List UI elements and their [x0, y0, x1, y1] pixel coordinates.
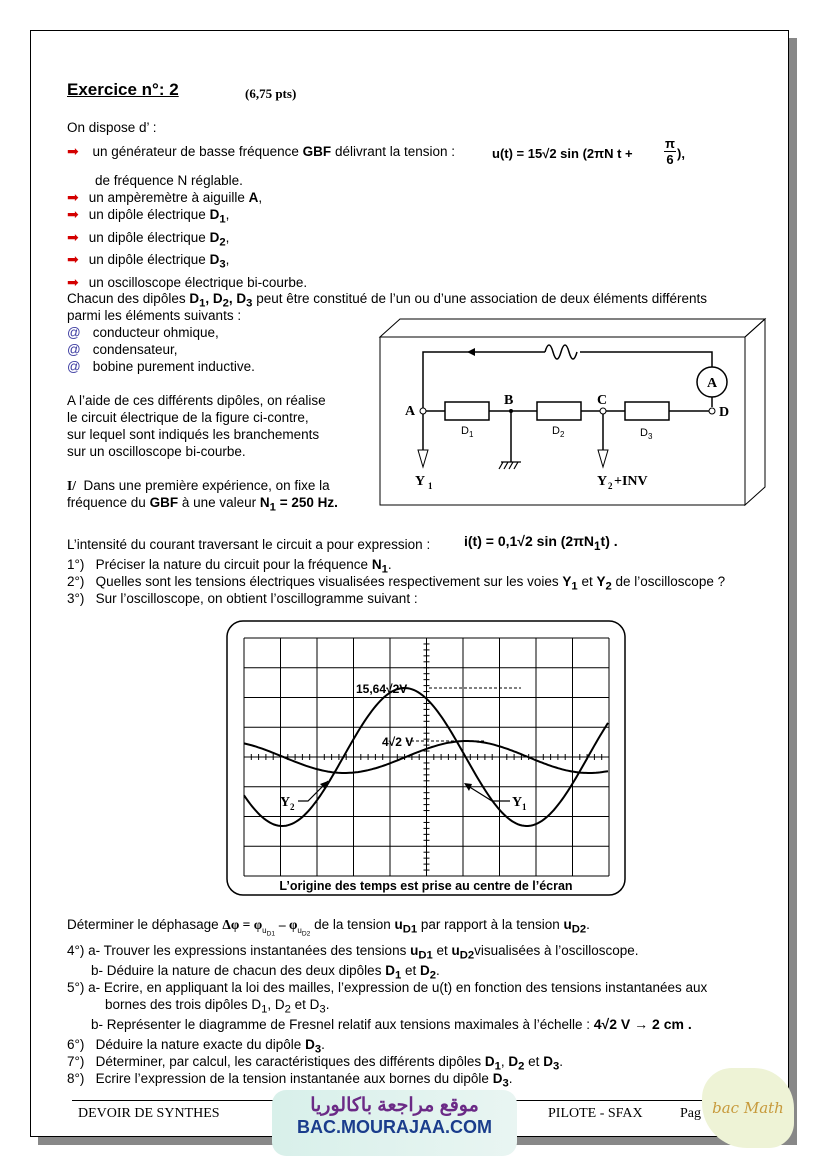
dephasage-formula: Δφ = φ: [222, 917, 263, 932]
exercise-title: Exercice n°: 2: [67, 80, 179, 99]
list-item: [67, 358, 255, 375]
dephasage-minus: – φ: [278, 917, 298, 932]
equipment-gbf: [67, 143, 455, 160]
q5b: [91, 1016, 692, 1033]
q4a-end: visualisées à l’oscilloscope.: [474, 943, 639, 958]
item-text: un dipôle électrique: [88, 252, 210, 268]
q7-end: .: [559, 1054, 563, 1069]
current-text: L’intensité du courant traversant le circuit a pour expression :: [67, 537, 431, 552]
label-y2: Y: [597, 474, 608, 489]
q1-bold: N: [371, 557, 382, 572]
footer-page: Pag: [680, 1106, 701, 1121]
box-front: [380, 337, 745, 505]
current-formula-end: t) .: [600, 533, 618, 549]
q5b-text: b- Représenter le diagramme de Fresnel relatif aux tensions maximales à l’échelle :: [91, 1017, 590, 1032]
watermark-link[interactable]: BAC.MOURAJAA.COM: [297, 1117, 492, 1137]
element-text: bobine purement inductive.: [92, 359, 255, 374]
q4a-u2: u: [451, 943, 460, 958]
label-y2-inv: +INV: [614, 474, 648, 489]
freq-text: de fréquence N réglable.: [95, 173, 243, 188]
item-text: un dipôle électrique: [88, 207, 210, 222]
arrow-bullet-icon: ➡: [67, 206, 79, 222]
q6: 6°) Déduire la nature exacte du dipôle $D_3$.: [67, 1037, 325, 1056]
watermark-arabic: موقع مراجعة باكالوريا: [310, 1095, 479, 1116]
q2-and: et: [581, 574, 593, 589]
q6-num: 6°): [67, 1037, 85, 1052]
footer-right: PILOTE - SFAX: [548, 1106, 643, 1121]
list-item: [67, 229, 307, 252]
q8-text: Ecrire l’expression de la tension instantanée aux bornes du dipôle: [95, 1071, 489, 1086]
spiral-bullet-icon: @: [67, 342, 81, 357]
item-end: ,: [225, 229, 230, 245]
dephasage-text2: de la tension: [314, 917, 391, 932]
label-d1-sub: 1: [469, 430, 474, 439]
q6-end: .: [321, 1037, 325, 1052]
circuit-line: sur lequel sont indiqués les branchements: [67, 427, 320, 442]
q3-text: Sur l’oscilloscope, on obtient l’oscillogramme suivant :: [95, 591, 418, 606]
dipole-d1: [445, 402, 489, 420]
q4a: 4°) a- Trouver les expressions instantanées des tensions $u_{D1}$ et $u_{D2}visualisées$ à l’oscilloscope.: [67, 943, 639, 962]
dipoles-text: Chacun des dipôles $D_1$, $D_2$, $D_3$ peut être constitué de l’un ou d’une association de deux éléments différents: [67, 291, 708, 310]
spiral-bullet-icon: @: [67, 325, 81, 340]
node-d: [709, 408, 715, 414]
part1-t3: à une valeur: [181, 495, 257, 510]
q7: 7°) Déterminer, par calcul, les caractéristiques des différents dipôles $D_1$, $D_2$ et $D_3$.: [67, 1054, 563, 1073]
label-d3-sub: 3: [648, 432, 653, 441]
q1-num: 1°): [67, 557, 85, 572]
oscillogram-caption: L’origine des temps est prise au centre de l’écran: [279, 879, 573, 893]
list-item: [67, 274, 307, 291]
q6-text: Déduire la nature exacte du dipôle: [95, 1037, 302, 1052]
watermark-banner[interactable]: [272, 1090, 517, 1156]
label-d2: D: [552, 425, 560, 437]
item-text: un dipôle électrique: [88, 229, 210, 245]
item-text: un ampèremètre à aiguille: [88, 190, 249, 205]
footer-left: DEVOIR DE SYNTHES: [78, 1106, 220, 1121]
arrow-bullet-icon: ➡: [67, 143, 79, 159]
q4b: b- Déduire la nature de chacun des deux dipôles $D_1$ et $D_2$.: [91, 963, 440, 982]
label-amplitude-y2: 4√2 V: [382, 735, 414, 749]
circuit-text: [67, 392, 326, 460]
part1-n1val: = 250 Hz.: [279, 495, 338, 510]
circuit-line: sur un oscilloscope bi-courbe.: [67, 444, 246, 459]
element-text: conducteur ohmique,: [92, 325, 219, 340]
q8-end: .: [508, 1071, 513, 1086]
q4b-end: .: [436, 963, 440, 978]
list-item: [67, 189, 307, 206]
q5b-scale: 4√2 V → 2 cm .: [593, 1016, 692, 1032]
label-amplitude-y1: 15,64√2V: [356, 682, 408, 696]
gbf-text: un générateur de basse fréquence: [92, 144, 299, 159]
label-node-d: D: [719, 405, 730, 420]
ground-icon: [499, 462, 521, 469]
q3: [67, 590, 418, 607]
q5a-text: bornes des trois dipôles D: [105, 997, 262, 1012]
dipole-d3: [625, 402, 669, 420]
arrow-bullet-icon: ➡: [67, 274, 79, 291]
q3-num: 3°): [67, 591, 85, 606]
list-item: [67, 251, 307, 274]
q7-text: Déterminer, par calcul, les caractéristiques des différents dipôles: [95, 1054, 482, 1069]
list-item: [67, 341, 255, 358]
label-y1-sub: 1: [428, 481, 433, 491]
fraction-num: π: [665, 136, 675, 151]
gbf-formula-fraction: [664, 136, 676, 167]
label-y1: Y: [415, 474, 426, 489]
formula-end: ),: [677, 146, 685, 161]
gbf-rest: délivrant la tension :: [334, 144, 456, 159]
node-a: [420, 408, 426, 414]
box-top: [380, 319, 765, 337]
gbf-symbol: [545, 345, 577, 359]
current-arrow-icon: [467, 348, 475, 356]
label-d3: D: [640, 427, 648, 439]
dephasage-text: Déterminer le déphasage: [67, 917, 219, 932]
label-d1: D: [461, 425, 469, 437]
box-side: [745, 319, 765, 505]
item-text: un oscilloscope électrique bi-courbe.: [88, 275, 308, 291]
q5a-text-b: , D: [267, 997, 285, 1012]
oscillogram: [226, 620, 626, 896]
label-osc-y2: Y: [280, 795, 291, 810]
y2-probe-icon: [598, 450, 608, 467]
q1-text: Préciser la nature du circuit pour la fréquence: [95, 557, 369, 572]
dipole-d2: [537, 402, 581, 420]
arrow-bullet-icon: ➡: [67, 189, 79, 205]
dipoles-line2: parmi les éléments suivants :: [67, 308, 242, 323]
list-item: [67, 324, 255, 341]
spiral-bullet-icon: @: [67, 359, 81, 374]
dephasage-text3: par rapport à la tension: [420, 917, 560, 932]
fraction-den: 6: [666, 152, 674, 167]
item-sub: 3: [219, 259, 226, 272]
gbf-bold: GBF: [302, 144, 332, 159]
wire-right: [580, 352, 712, 367]
equipment-list: [67, 189, 307, 291]
q7-num: 7°): [67, 1054, 85, 1069]
dephasage-u2: u: [563, 917, 572, 932]
node-b: [509, 409, 513, 413]
gbf-formula-main: u(t) = 15√2 sin (2πN t +: [492, 146, 633, 161]
intro-text: On dispose d’ :: [67, 120, 157, 135]
list-item: [67, 206, 307, 229]
part1-t1: Dans une première expérience, on fixe la: [83, 478, 330, 493]
q2: 2°) Quelles sont les tensions électriques visualisées respectivement sur les voies $Y_1$ et $Y_2$ de l’oscilloscope ?: [67, 574, 726, 593]
part1-t2: fréquence du: [67, 495, 146, 510]
part1-num: I/: [67, 478, 77, 493]
arrow-bullet-icon: ➡: [67, 251, 79, 268]
q4a-et: et: [436, 943, 448, 958]
q4b-text: b- Déduire la nature de chacun des deux dipôles: [91, 963, 382, 978]
part1-gbf: GBF: [149, 495, 179, 510]
item-sub: 1: [219, 213, 226, 226]
item-bold: D: [209, 229, 220, 245]
q8: 8°) Ecrire l’expression de la tension instantanée aux bornes du dipôle $D_3$.: [67, 1071, 513, 1090]
label-osc-y1: Y: [512, 795, 523, 810]
circuit-diagram: [375, 315, 775, 515]
elements-list: [67, 324, 255, 375]
label-ammeter: A: [707, 376, 718, 391]
item-bold: A: [248, 190, 259, 205]
label-d2-sub: 2: [560, 430, 565, 439]
q2-y1: Y: [562, 574, 572, 589]
circuit-line: A l’aide de ces différents dipôles, on réalise: [67, 393, 326, 408]
item-end: ,: [225, 207, 230, 222]
dipoles-line1: Chacun des dipôles: [67, 291, 186, 306]
circuit-line: le circuit électrique de la figure ci-contre,: [67, 410, 309, 425]
q2-text: Quelles sont les tensions électriques visualisées respectivement sur les voies: [95, 574, 559, 589]
node-c: [600, 408, 606, 414]
current-formula-main: i(t) = 0,1√2 sin (2πN: [464, 533, 595, 549]
arrow-bullet-icon: ➡: [67, 228, 79, 245]
svg-text:2: 2: [290, 802, 295, 812]
label-node-b: B: [504, 393, 514, 408]
q1: 1°) Préciser la nature du circuit pour la fréquence $N_1$.: [67, 557, 392, 576]
dephasage-u1: u: [394, 917, 403, 932]
q2-end: de l’oscilloscope ?: [615, 574, 726, 589]
dephasage-line: Déterminer le déphasage $\Delta\varphi = \varphi_{u_{D1}} - \varphi_{u_{D2}}$ de la tension $u_{D1}$ par rapport à la tension $u_{D2}$.: [67, 917, 590, 938]
q5a-line2: bornes des trois dipôles $D_1$, $D_2$ et $D_3$.: [105, 997, 330, 1016]
label-y2-sub: 2: [608, 481, 613, 491]
item-end: ,: [258, 190, 263, 205]
part1-n1: N: [259, 495, 270, 510]
q5a-text-c: et D: [294, 997, 320, 1012]
q5a-line1: 5°) a- Ecrire, en appliquant la loi des mailles, l’expression de u(t) en fonction des tensions instantanées aux: [67, 980, 708, 995]
label-node-a: A: [405, 404, 416, 419]
item-bold: D: [209, 252, 220, 268]
label-node-c: C: [597, 393, 608, 408]
item-end: ,: [225, 252, 230, 268]
exercise-points: (6,75 pts): [245, 86, 297, 101]
y1-probe-icon: [418, 450, 428, 467]
bac-math-logo: bac Math: [702, 1068, 794, 1148]
element-text: condensateur,: [92, 342, 178, 357]
q2-num: 2°): [67, 574, 85, 589]
gbf-formula: [492, 146, 633, 161]
current-formula: i(t) = 0,1√2 $\sin (2\pi N_1t)$ .: [464, 533, 618, 553]
item-bold: D: [209, 207, 220, 222]
svg-text:1: 1: [522, 802, 527, 812]
q1-end: .: [387, 557, 392, 572]
q4a-u1: u: [410, 943, 419, 958]
q8-num: 8°): [67, 1071, 85, 1086]
item-sub: 2: [219, 236, 226, 249]
q6-bold: D: [305, 1037, 315, 1052]
q4a-text: 4°) a- Trouver les expressions instantanées des tensions: [67, 943, 407, 958]
dipoles-line1b: peut être constitué de l’un ou d’une association de deux éléments différents: [256, 291, 708, 306]
q2-y2: Y: [596, 574, 606, 589]
part1-text: I/ Dans une première expérience, on fixe la fréquence du GBF à une valeur $N_1 = 250$ Hz.: [67, 478, 338, 514]
